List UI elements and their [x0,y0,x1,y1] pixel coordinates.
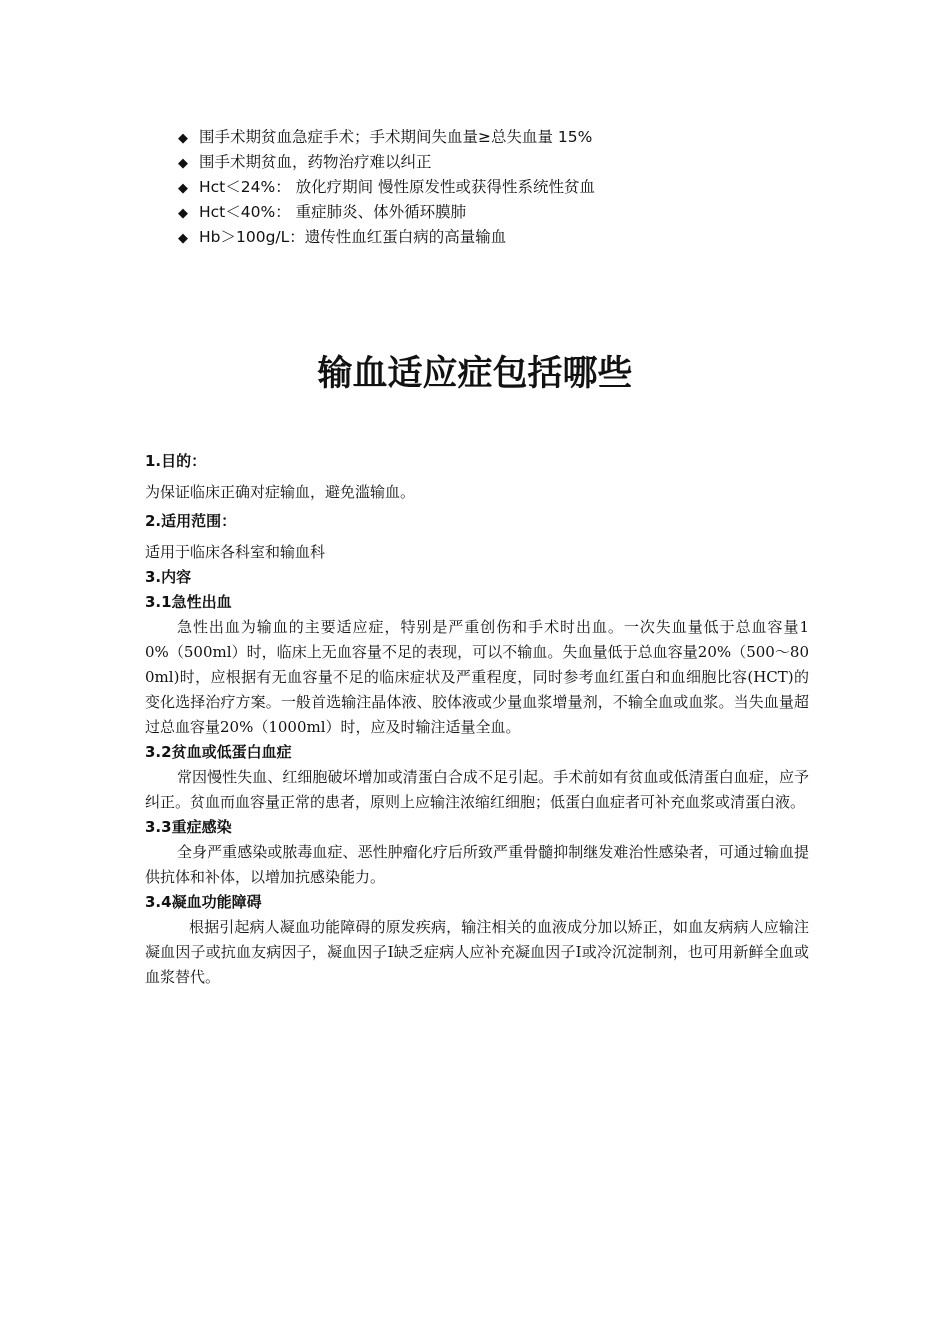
section-text-coagulation: 根据引起病人凝血功能障碍的原发疾病，输注相关的血液成分加以矫正，如血友病病人应输注凝血因子或抗血友病因子，凝血因子Ⅰ缺乏症病人应补充凝血因子Ⅰ或冷沉淀制剂，也可用新鲜全血或血浆替代。 [145,918,809,986]
bullet-text: Hb＞100g/L：遗传性血红蛋白病的高量输血 [199,228,507,246]
bullet-text: 围手术期贫血，药物治疗难以纠正 [199,153,432,171]
document-body [145,449,809,990]
diamond-bullet-icon: ◆ [178,231,188,246]
section-heading-acute-bleeding: 3.1急性出血 [145,593,232,611]
section-text-purpose: 为保证临床正确对症输血，避免滥输血。 [145,483,416,501]
diamond-bullet-icon: ◆ [178,181,188,196]
bullet-text: Hct＜40%： 重症肺炎、体外循环膜肺 [199,203,467,221]
section-text-severe-infection: 全身严重感染或脓毒血症、恶性肿瘤化疗后所致严重骨髓抑制继发难治性感染者，可通过输血提供抗体和补体，以增加抗感染能力。 [145,843,809,886]
bullet-item [178,225,595,250]
bullet-item [178,125,595,150]
bullet-text: Hct＜24%： 放化疗期间 慢性原发性或获得性系统性贫血 [199,178,596,196]
document-title: 输血适应症包括哪些 [317,354,633,394]
section-text-anemia: 常因慢性失血、红细胞破坏增加或清蛋白合成不足引起。手术前如有贫血或低清蛋白血症，应予纠正。贫血而血容量正常的患者，原则上应输注浓缩红细胞；低蛋白血症者可补充血浆或清蛋白液。 [145,768,809,811]
bullet-text: 围手术期贫血急症手术；手术期间失血量≥总失血量 15% [199,128,593,146]
section-heading-purpose: 1.目的： [145,452,207,470]
section-heading-anemia: 3.2贫血或低蛋白血症 [145,743,292,761]
diamond-bullet-icon: ◆ [178,206,188,221]
section-heading-scope: 2.适用范围： [145,512,237,530]
bullet-item [178,150,595,175]
section-heading-content: 3.内容 [145,568,192,586]
section-text-acute-bleeding: 急性出血为输血的主要适应症，特别是严重创伤和手术时出血。一次失血量低于总血容量10%（500ml）时，临床上无血容量不足的表现，可以不输血。失血量低于总血容量20%（500～800ml)时，应根据有无血容量不足的临床症状及严重程度，同时参考血红蛋白和血细胞比容(HCT)的变化选择治疗方案。一般首选输注晶体液、胶体液或少量血浆增量剂，不输全血或血浆。当失血量超过总血容量20%（1000ml）时，应及时输注适量全血。 [145,618,809,736]
diamond-bullet-icon: ◆ [178,131,188,146]
indication-bullet-list [178,125,595,250]
section-text-scope: 适用于临床各科室和输血科 [145,543,326,561]
section-heading-severe-infection: 3.3重症感染 [145,818,232,836]
diamond-bullet-icon: ◆ [178,156,188,171]
section-heading-coagulation: 3.4凝血功能障碍 [145,893,262,911]
bullet-item [178,175,595,200]
bullet-item [178,200,595,225]
